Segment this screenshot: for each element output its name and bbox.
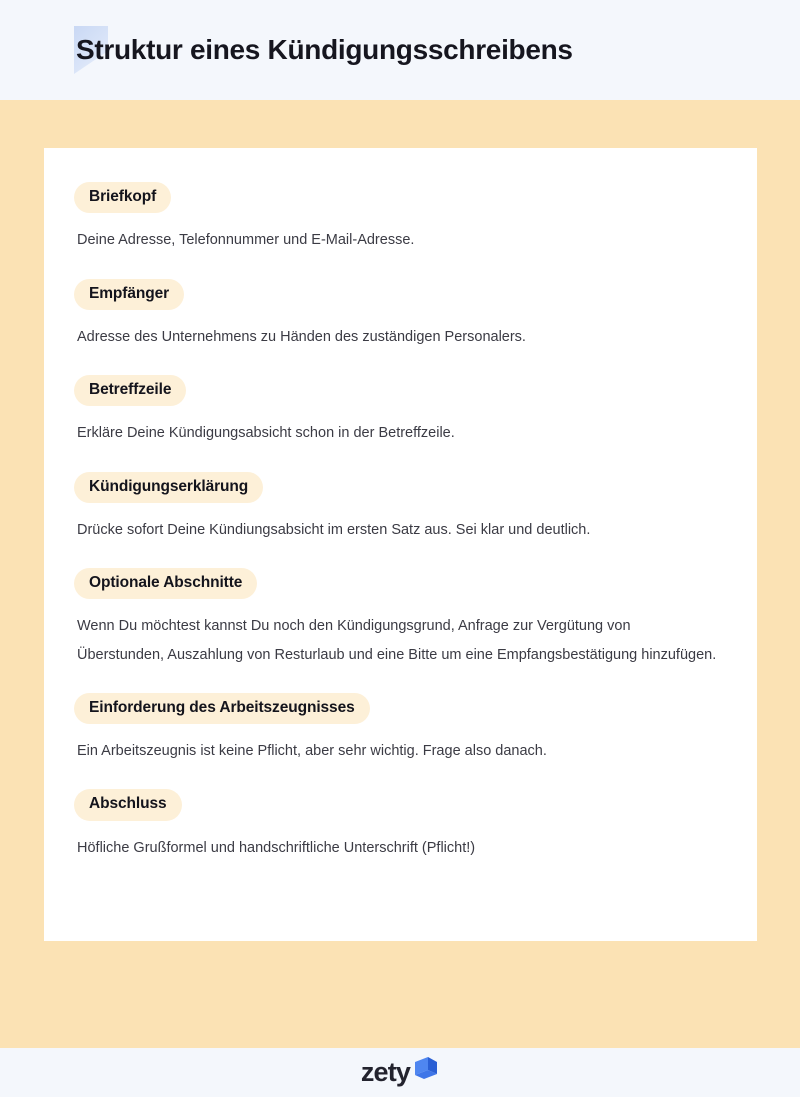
zety-logo-mark-icon — [413, 1055, 439, 1081]
section-description: Wenn Du möchtest kannst Du noch den Kündigungsgrund, Anfrage zur Vergütung von Überstunden, Auszahlung von Resturlaub und eine Bitte um eine Empfangsbestätigung hinzufügen. — [77, 618, 717, 663]
section-item — [74, 789, 727, 862]
zety-wordmark: zety — [360, 1057, 411, 1087]
page-header — [0, 0, 800, 100]
section-heading-badge: Optionale Abschnitte — [74, 568, 257, 599]
section-item — [74, 375, 727, 448]
section-description: Ein Arbeitszeugnis ist keine Pflicht, aber sehr wichtig. Frage also danach. — [77, 743, 547, 760]
section-heading-badge: Einforderung des Arbeitszeugnisses — [74, 693, 370, 724]
section-item — [74, 472, 727, 545]
section-description: Erkläre Deine Kündigungsabsicht schon in der Betreffzeile. — [77, 425, 455, 442]
section-item — [74, 279, 727, 352]
section-description: Adresse des Unternehmens zu Händen des zuständigen Personalers. — [77, 328, 526, 345]
zety-logo — [361, 1055, 439, 1090]
section-description: Höfliche Grußformel und handschriftliche Unterschrift (Pflicht!) — [77, 839, 476, 856]
section-description: Drücke sofort Deine Kündiungsabsicht im ersten Satz aus. Sei klar und deutlich. — [77, 521, 591, 538]
section-item — [74, 182, 727, 255]
page-footer — [0, 1048, 800, 1097]
section-heading-badge: Briefkopf — [74, 182, 171, 213]
section-heading-badge: Betreffzeile — [74, 375, 186, 406]
content-frame — [0, 100, 800, 1048]
page-title: Struktur eines Kündigungsschreibens — [76, 33, 573, 65]
section-item — [74, 568, 727, 669]
section-description: Deine Adresse, Telefonnummer und E-Mail-Adresse. — [77, 232, 415, 249]
section-item — [74, 693, 727, 766]
section-heading-badge: Kündigungserklärung — [74, 472, 263, 503]
content-card — [44, 148, 757, 941]
section-heading-badge: Abschluss — [74, 789, 182, 820]
section-heading-badge: Empfänger — [74, 279, 184, 310]
